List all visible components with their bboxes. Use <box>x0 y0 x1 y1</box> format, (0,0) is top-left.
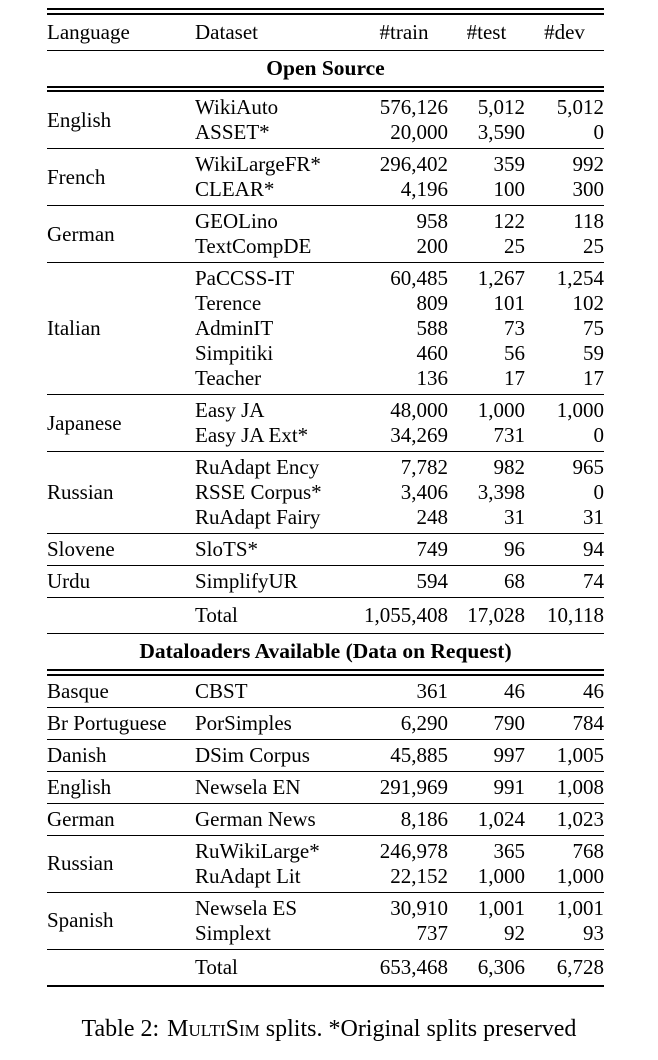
test-count-cell: 982 <box>493 455 525 479</box>
dev-count-cell: 1,023 <box>556 806 604 831</box>
dataset-cell: WikiLargeFR* <box>195 152 321 176</box>
caption-dataset-name: MultiSim <box>167 1016 260 1042</box>
dataset-rows <box>195 839 604 889</box>
dataset-cell: WikiAuto <box>195 95 279 119</box>
dataset-rows <box>195 455 604 530</box>
language-group <box>47 893 604 949</box>
language-group <box>47 566 604 597</box>
language-cell: Basque <box>47 678 109 703</box>
table-row <box>195 921 604 946</box>
dataset-rows <box>195 537 604 562</box>
table-row <box>195 711 604 736</box>
language-group <box>47 708 604 739</box>
test-count-cell: 3,398 <box>477 480 525 504</box>
language-cell: Japanese <box>47 410 122 435</box>
train-count-cell: 20,000 <box>390 120 448 144</box>
col-header-dev: #dev <box>544 19 585 44</box>
caption-text: splits. *Original splits preserved <box>259 1016 577 1042</box>
language-cell: French <box>47 164 106 189</box>
test-count-cell: 359 <box>493 152 525 176</box>
dev-count-cell: 1,000 <box>556 863 604 888</box>
dataset-cell: RuAdapt Fairy <box>195 505 321 529</box>
dataset-rows <box>195 398 604 448</box>
language-cell: English <box>47 774 112 799</box>
dataset-cell: RuAdapt Ency <box>195 455 320 479</box>
table-row <box>195 839 604 864</box>
dataset-cell: CLEAR* <box>195 177 275 201</box>
dev-count-cell: 0 <box>593 120 604 144</box>
dev-count-cell: 31 <box>583 505 604 529</box>
dev-count-cell: 93 <box>583 920 604 945</box>
dataset-cell: Newsela ES <box>195 895 298 920</box>
dataset-cell: CBST <box>195 678 248 703</box>
train-count-cell: 291,969 <box>379 774 448 799</box>
train-count-cell: 60,485 <box>390 266 448 290</box>
test-count-cell: 1,001 <box>477 895 525 920</box>
dataset-rows <box>195 807 604 832</box>
train-count-cell: 136 <box>416 366 448 390</box>
col-header-language: Language <box>47 19 130 44</box>
language-group <box>47 263 604 394</box>
dataset-cell: German News <box>195 806 316 831</box>
total-label-cell: Total <box>195 954 238 979</box>
dataset-rows <box>195 266 604 391</box>
test-count-cell: 92 <box>504 920 525 945</box>
language-cell: Br Portuguese <box>47 710 167 735</box>
train-count-cell: 576,126 <box>379 95 448 119</box>
section-title: Open Source <box>266 55 385 80</box>
train-count-cell: 22,152 <box>390 863 448 888</box>
dataset-cell: DSim Corpus <box>195 742 310 767</box>
train-count-cell: 246,978 <box>379 838 448 863</box>
dev-count-cell: 1,008 <box>556 774 604 799</box>
language-cell: Italian <box>47 316 101 340</box>
total-row <box>47 950 604 985</box>
dev-count-cell: 102 <box>572 291 604 315</box>
dataset-cell: Easy JA Ext* <box>195 423 309 447</box>
language-cell: Slovene <box>47 537 115 561</box>
test-count-cell: 365 <box>493 838 525 863</box>
language-cell: Russian <box>47 851 114 875</box>
dev-count-cell: 300 <box>572 177 604 201</box>
test-count-cell: 25 <box>504 234 525 258</box>
train-count-cell: 361 <box>416 678 448 703</box>
language-cell: German <box>47 221 115 246</box>
dataset-rows <box>195 775 604 800</box>
dataset-cell: SloTS* <box>195 537 259 561</box>
section-title: Dataloaders Available (Data on Request) <box>139 639 512 663</box>
total-dev-cell: 10,118 <box>547 603 604 627</box>
total-train-cell: 653,468 <box>379 954 448 979</box>
train-count-cell: 737 <box>416 920 448 945</box>
table-row <box>195 95 604 120</box>
test-count-cell: 997 <box>493 742 525 767</box>
train-count-cell: 248 <box>416 505 448 529</box>
test-count-cell: 122 <box>493 209 525 233</box>
dataset-rows <box>195 896 604 946</box>
language-group <box>47 836 604 892</box>
dev-count-cell: 5,012 <box>556 95 604 119</box>
dataset-rows <box>195 209 604 259</box>
table-row <box>195 266 604 291</box>
dev-count-cell: 74 <box>583 569 604 593</box>
table-caption <box>0 1014 658 1044</box>
dev-count-cell: 965 <box>572 455 604 479</box>
language-cell: English <box>47 107 112 132</box>
dataset-cell: Teacher <box>195 366 262 390</box>
dev-count-cell: 25 <box>583 234 604 258</box>
train-count-cell: 8,186 <box>400 806 448 831</box>
dataset-rows <box>195 711 604 736</box>
total-train-cell: 1,055,408 <box>364 603 448 627</box>
test-count-cell: 100 <box>493 177 525 201</box>
dev-count-cell: 1,254 <box>556 266 604 290</box>
train-count-cell: 594 <box>416 569 448 593</box>
table-row <box>195 234 604 259</box>
dev-count-cell: 784 <box>572 710 604 735</box>
dataset-rows <box>195 569 604 594</box>
total-spacer-cell <box>47 603 195 628</box>
test-count-cell: 96 <box>504 537 525 561</box>
train-count-cell: 588 <box>416 316 448 340</box>
dev-count-cell: 1,005 <box>556 742 604 767</box>
table-row <box>195 569 604 594</box>
test-count-cell: 68 <box>504 569 525 593</box>
test-count-cell: 17 <box>504 366 525 390</box>
dataset-rows <box>195 95 604 145</box>
test-count-cell: 31 <box>504 505 525 529</box>
test-count-cell: 1,267 <box>477 266 525 290</box>
table-sections <box>47 51 604 987</box>
train-count-cell: 809 <box>416 291 448 315</box>
language-group <box>47 740 604 771</box>
splits-table <box>47 8 604 987</box>
table-row <box>195 152 604 177</box>
language-cell: Danish <box>47 742 107 767</box>
language-group <box>47 772 604 803</box>
dev-count-cell: 0 <box>593 423 604 447</box>
test-count-cell: 56 <box>504 341 525 365</box>
dataset-rows <box>195 679 604 704</box>
train-count-cell: 296,402 <box>379 152 448 176</box>
table-row <box>195 505 604 530</box>
table-row <box>195 341 604 366</box>
train-count-cell: 460 <box>416 341 448 365</box>
test-count-cell: 731 <box>493 423 525 447</box>
table-row <box>195 807 604 832</box>
train-count-cell: 34,269 <box>390 423 448 447</box>
test-count-cell: 73 <box>504 316 525 340</box>
bottom-rule <box>47 985 604 987</box>
language-group <box>47 206 604 262</box>
dev-count-cell: 59 <box>583 341 604 365</box>
test-count-cell: 1,000 <box>477 863 525 888</box>
language-cell: Russian <box>47 480 114 504</box>
train-count-cell: 3,406 <box>400 480 448 504</box>
train-count-cell: 958 <box>416 209 448 233</box>
language-group <box>47 452 604 533</box>
test-count-cell: 1,024 <box>477 806 525 831</box>
train-count-cell: 200 <box>416 234 448 258</box>
test-count-cell: 1,000 <box>477 398 525 422</box>
dev-count-cell: 94 <box>583 537 604 561</box>
dataset-cell: TextCompDE <box>195 234 312 258</box>
dataset-rows <box>195 152 604 202</box>
train-count-cell: 6,290 <box>400 710 448 735</box>
train-count-cell: 48,000 <box>390 398 448 422</box>
train-count-cell: 4,196 <box>400 177 448 201</box>
dataset-cell: Terence <box>195 291 262 315</box>
language-group <box>47 676 604 707</box>
caption-label: Table 2: <box>81 1016 160 1042</box>
table-header-row <box>47 15 604 50</box>
dev-count-cell: 75 <box>583 316 604 340</box>
table-row <box>195 455 604 480</box>
dataset-cell: Simplext <box>195 920 271 945</box>
dev-count-cell: 17 <box>583 366 604 390</box>
table-row <box>195 864 604 889</box>
language-cell: Urdu <box>47 569 91 593</box>
total-spacer-cell <box>47 955 195 980</box>
col-header-dataset: Dataset <box>195 19 258 44</box>
total-row <box>47 598 604 633</box>
dev-count-cell: 0 <box>593 480 604 504</box>
test-count-cell: 991 <box>493 774 525 799</box>
dataset-cell: AdminIT <box>195 316 274 340</box>
total-test-cell: 6,306 <box>477 954 525 979</box>
dev-count-cell: 1,000 <box>556 398 604 422</box>
table-row <box>195 120 604 145</box>
dataset-cell: RuAdapt Lit <box>195 863 301 888</box>
dataset-cell: RSSE Corpus* <box>195 480 322 504</box>
train-count-cell: 7,782 <box>400 455 448 479</box>
table-row <box>195 177 604 202</box>
table-row <box>195 896 604 921</box>
test-count-cell: 101 <box>493 291 525 315</box>
dataset-cell: Easy JA <box>195 398 265 422</box>
train-count-cell: 30,910 <box>390 895 448 920</box>
total-test-cell: 17,028 <box>467 603 525 627</box>
table-row <box>195 398 604 423</box>
dataset-cell: PaCCSS-IT <box>195 266 295 290</box>
dataset-cell: RuWikiLarge* <box>195 838 320 863</box>
dataset-cell: GEOLino <box>195 209 278 233</box>
dataset-cell: PorSimples <box>195 710 292 735</box>
dataset-cell: ASSET* <box>195 120 270 144</box>
train-count-cell: 749 <box>416 537 448 561</box>
dataset-rows <box>195 743 604 768</box>
test-count-cell: 3,590 <box>477 120 525 144</box>
table-row <box>195 366 604 391</box>
dev-count-cell: 46 <box>583 678 604 703</box>
table-row <box>195 537 604 562</box>
language-group <box>47 395 604 451</box>
col-header-train: #train <box>379 19 429 44</box>
total-label-cell: Total <box>195 603 238 627</box>
dataset-cell: Newsela EN <box>195 774 301 799</box>
table-row <box>195 480 604 505</box>
table-row <box>195 423 604 448</box>
train-count-cell: 45,885 <box>390 742 448 767</box>
dataset-cell: Simpitiki <box>195 341 274 365</box>
col-header-test: #test <box>466 19 507 44</box>
language-cell: Spanish <box>47 908 114 932</box>
language-group <box>47 804 604 835</box>
dev-count-cell: 1,001 <box>556 895 604 920</box>
test-count-cell: 790 <box>493 710 525 735</box>
table-row <box>195 679 604 704</box>
dev-count-cell: 118 <box>573 209 604 233</box>
language-group <box>47 92 604 148</box>
language-group <box>47 534 604 565</box>
table-row <box>195 291 604 316</box>
language-cell: German <box>47 806 115 831</box>
table-row <box>195 743 604 768</box>
dev-count-cell: 768 <box>572 838 604 863</box>
table-row <box>195 775 604 800</box>
table-row <box>195 209 604 234</box>
total-dev-cell: 6,728 <box>556 954 604 979</box>
table-row <box>195 316 604 341</box>
test-count-cell: 46 <box>504 678 525 703</box>
dataset-cell: SimplifyUR <box>195 569 298 593</box>
dev-count-cell: 992 <box>572 152 604 176</box>
language-group <box>47 149 604 205</box>
test-count-cell: 5,012 <box>477 95 525 119</box>
